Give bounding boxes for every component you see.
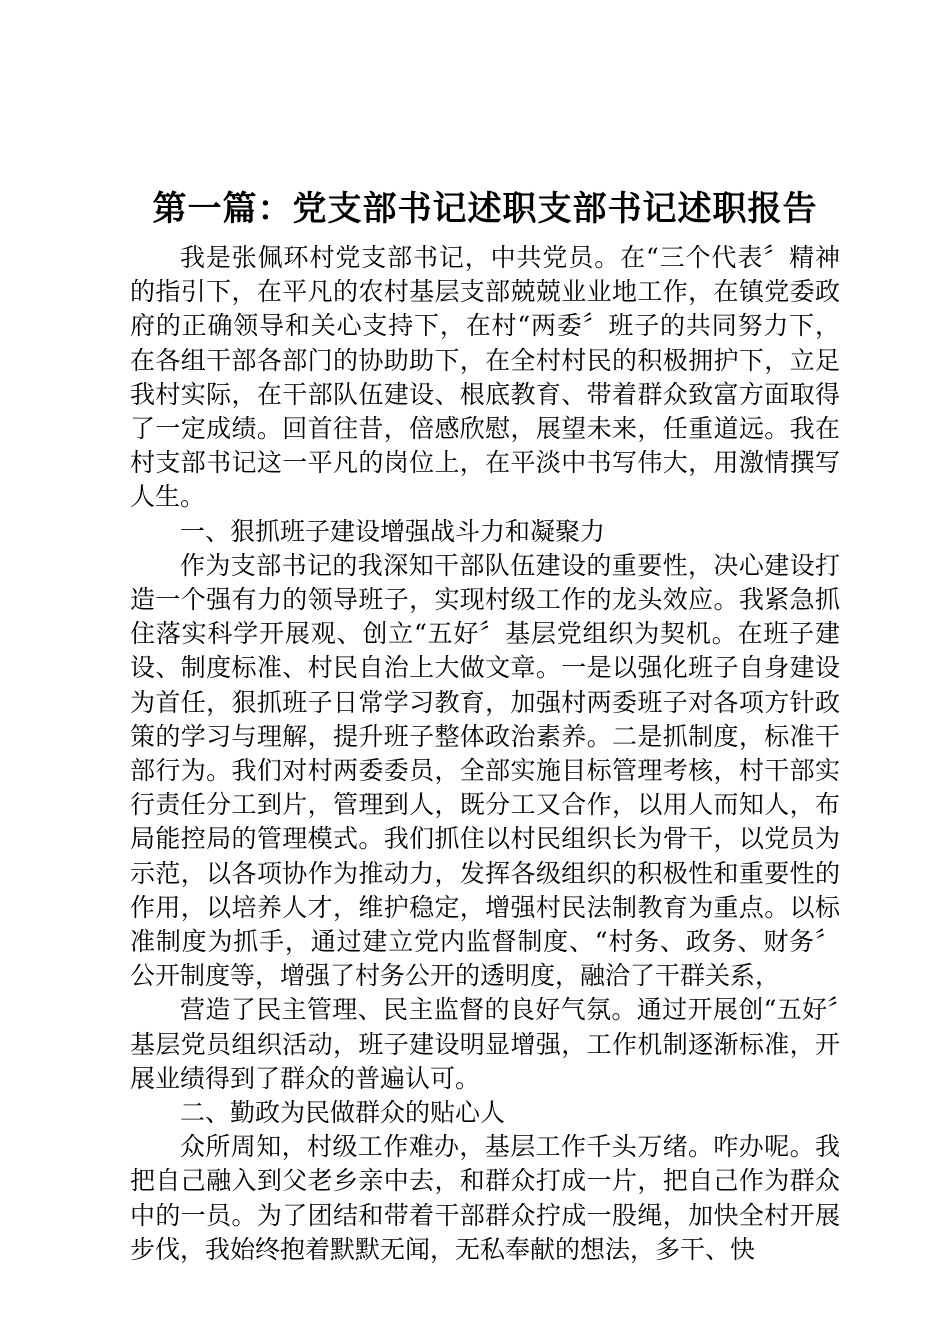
paragraph-intro: 我是张佩环村党支部书记，中共党员。在“三个代表〞精神的指引下，在平凡的农村基层支部兢兢业业地工作，在镇党委政府的正确领导和关心支持下，在村“两委〞班子的共同努力下，在各组干部各部门的协助助下，在全村村民的积极拥护下，立足我村实际，在干部队伍建设、根底教育、带着群众致富方面取得了一定成绩。回首往昔，倍感欣慰，展望未来，任重道远。我在村支部书记这一平凡的岗位上，在平淡中书写伟大，用激情撰写人生。 xyxy=(130,243,840,512)
document-page xyxy=(130,185,840,1267)
document-title: 第一篇：党支部书记述职支部书记述职报告 xyxy=(152,189,818,229)
section-heading-1: 一、狠抓班子建设增强战斗力和凝聚力 xyxy=(180,516,606,546)
paragraph-section-1-continued: 营造了民主管理、民主监督的良好气氛。通过开展创“五好〞基层党员组织活动，班子建设明显增强，工作机制逐渐标准，开展业绩得到了群众的普遍认可。 xyxy=(130,995,840,1093)
paragraph-section-2: 众所周知，村级工作难办，基层工作千头万绪。咋办呢。我把自己融入到父老乡亲中去，和群众打成一片，把自己作为群众中的一员。为了团结和带着干部群众拧成一股绳，加快全村开展步伐，我始终抱着默默无闻，无私奉献的想法，多干、快 xyxy=(130,1132,840,1264)
section-heading-2: 二、勤政为民做群众的贴心人 xyxy=(180,1098,506,1128)
paragraph-section-1: 作为支部书记的我深知干部队伍建设的重要性，决心建设打造一个强有力的领导班子，实现村级工作的龙头效应。我紧急抓住落实科学开展观、创立“五好〞基层党组织为契机。在班子建设、制度标准、村民自治上大做文章。一是以强化班子自身建设为首任，狠抓班子日常学习教育，加强村两委班子对各项方针政策的学习与理解，提升班子整体政治素养。二是抓制度，标准干部行为。我们对村两委委员，全部实施目标管理考核，村干部实行责任分工到片，管理到人，既分工又合作，以用人而知人，布局能控局的管理模式。我们抓住以村民组织长为骨干，以党员为示范，以各项协作为推动力，发挥各级组织的积极性和重要性的作用，以培养人才，维护稳定，增强村民法制教育为重点。以标准制度为抓手，通过建立党内监督制度、“村务、政务、财务〞公开制度等，增强了村务公开的透明度，融洽了干群关系， xyxy=(130,550,840,991)
